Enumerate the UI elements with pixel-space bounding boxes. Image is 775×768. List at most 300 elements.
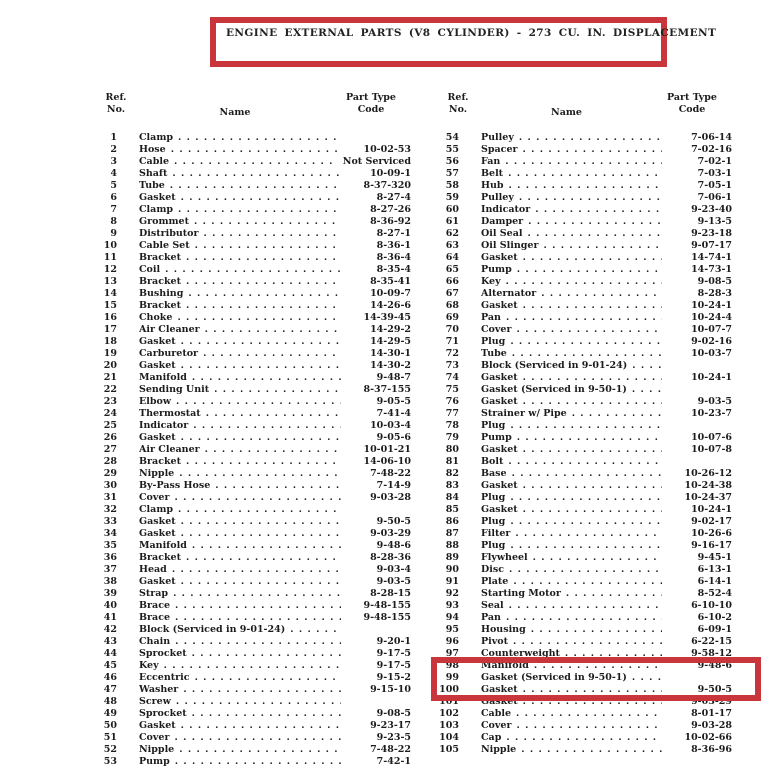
code-cell: 8-27-1 [376, 228, 411, 239]
table-row [435, 348, 732, 360]
ref-no-cell: 82 [445, 468, 459, 479]
dot-leader [526, 624, 662, 636]
table-row [93, 504, 411, 516]
name-cell: Key [139, 660, 159, 671]
name-cell: Pump [139, 756, 170, 767]
dot-leader [167, 168, 341, 180]
table-row [93, 696, 411, 708]
name-cell-wrap [481, 720, 662, 732]
table-row [93, 252, 411, 264]
ref-no-cell: 54 [445, 132, 459, 143]
table-header [93, 92, 411, 119]
dot-leader [166, 144, 341, 156]
code-cell: 10-24-37 [684, 492, 732, 503]
name-cell: Manifold [481, 660, 529, 671]
dot-leader [187, 708, 341, 720]
code-cell: 6-09-1 [697, 624, 732, 635]
name-cell-wrap [481, 588, 662, 600]
name-cell: Cap [481, 732, 502, 743]
table-row [435, 456, 732, 468]
table-row [93, 588, 411, 600]
name-cell-wrap [481, 360, 662, 372]
name-cell-wrap [481, 204, 662, 216]
dot-leader [171, 396, 341, 408]
name-cell: Hose [139, 144, 166, 155]
code-cell: 6-14-1 [697, 576, 732, 587]
code-cell: 10-24-1 [691, 372, 732, 383]
table-row [93, 744, 411, 756]
ref-no-cell: 28 [103, 456, 117, 467]
code-cell: 10-02-66 [684, 732, 732, 743]
dot-leader [511, 720, 662, 732]
table-row [435, 384, 732, 396]
name-cell: Bracket [139, 300, 181, 311]
name-cell: Clamp [139, 504, 174, 515]
ref-no-cell: 49 [103, 708, 117, 719]
ref-no-cell: 11 [103, 252, 117, 263]
ref-no-cell: 102 [439, 708, 459, 719]
name-cell: Choke [139, 312, 173, 323]
table-row [93, 300, 411, 312]
ref-no-cell: 85 [445, 504, 459, 515]
ref-no-cell: 68 [445, 300, 459, 311]
table-row [93, 324, 411, 336]
name-cell-wrap [139, 156, 337, 168]
code-cell: 7-06-14 [691, 132, 732, 143]
dot-leader [181, 276, 341, 288]
ref-no-cell: 48 [103, 696, 117, 707]
ref-no-cell: 56 [445, 156, 459, 167]
code-cell: 6-13-1 [697, 564, 732, 575]
name-cell: Alternator [481, 288, 537, 299]
name-cell-wrap [139, 312, 341, 324]
dot-leader [176, 576, 341, 588]
ref-no-cell: 78 [445, 420, 459, 431]
table-row [435, 312, 732, 324]
ref-no-cell: 21 [103, 372, 117, 383]
dot-leader [501, 732, 662, 744]
ref-no-cell: 47 [103, 684, 117, 695]
table-row [435, 600, 732, 612]
table-row [435, 204, 732, 216]
ref-no-cell: 29 [103, 468, 117, 479]
table-row [93, 204, 411, 216]
name-cell-wrap [139, 504, 341, 516]
name-cell-wrap [139, 660, 341, 672]
ref-no-cell: 46 [103, 672, 117, 683]
dot-leader [518, 504, 662, 516]
dot-leader [170, 636, 341, 648]
name-cell: Fan [481, 156, 501, 167]
name-cell-wrap [139, 588, 341, 600]
ref-no-cell: 8 [110, 216, 117, 227]
code-cell: 8-35-4 [376, 264, 411, 275]
dot-leader [169, 492, 341, 504]
ref-no-cell: 80 [445, 444, 459, 455]
dot-leader [198, 348, 341, 360]
table-row [93, 156, 411, 168]
table-row [93, 756, 411, 768]
name-cell-wrap [139, 288, 341, 300]
name-cell: Carburetor [139, 348, 199, 359]
name-cell: Gasket [481, 504, 518, 515]
table-row [435, 732, 732, 744]
ref-no-cell: 13 [103, 276, 117, 287]
dot-leader [512, 264, 662, 276]
code-cell: 9-20-1 [376, 636, 411, 647]
code-cell: 9-17-5 [376, 648, 411, 659]
dot-leader [181, 456, 341, 468]
name-cell-wrap [481, 732, 662, 744]
ref-no-cell: 9 [110, 228, 117, 239]
code-cell: 10-07-8 [691, 444, 732, 455]
dot-leader [173, 132, 341, 144]
ref-no-cell: 98 [445, 660, 459, 671]
code-cell: 9-08-5 [376, 708, 411, 719]
dot-leader [503, 168, 662, 180]
table-row [93, 384, 411, 396]
code-cell: 9-17-5 [376, 660, 411, 671]
name-cell-wrap [139, 276, 341, 288]
ref-no-cell: 45 [103, 660, 117, 671]
page-title: ENGINE EXTERNAL PARTS (V8 CYLINDER) - 273 CU. IN. DISPLACEMENT [226, 27, 717, 39]
name-cell-wrap [481, 468, 662, 480]
ref-no-cell: 86 [445, 516, 459, 527]
table-row [93, 564, 411, 576]
dot-leader [514, 132, 662, 144]
name-cell-wrap [481, 576, 662, 588]
dot-leader [181, 300, 341, 312]
code-cell: 9-03-4 [376, 564, 411, 575]
table-row [435, 180, 732, 192]
name-cell-wrap [481, 408, 662, 420]
dot-leader [518, 480, 662, 492]
ref-no-cell: 40 [103, 600, 117, 611]
name-cell-wrap [139, 372, 341, 384]
code-cell: 9-03-29 [370, 528, 411, 539]
code-cell: 9-23-18 [691, 228, 732, 239]
name-cell-wrap [139, 144, 341, 156]
dot-leader [511, 708, 662, 720]
name-cell: Counterweight [481, 648, 560, 659]
name-cell-wrap [139, 180, 341, 192]
ref-no-cell: 39 [103, 588, 117, 599]
ref-no-cell: 20 [103, 360, 117, 371]
name-cell: Plug [481, 420, 506, 431]
name-cell: Gasket [139, 432, 176, 443]
code-cell: 9-23-40 [691, 204, 732, 215]
name-cell: Chain [139, 636, 171, 647]
ref-no-cell: 74 [445, 372, 459, 383]
table-row [93, 636, 411, 648]
table-row [435, 612, 732, 624]
table-row [93, 612, 411, 624]
name-cell-wrap [139, 564, 341, 576]
code-cell: 14-73-1 [691, 264, 732, 275]
name-cell: Manifold [139, 372, 187, 383]
name-cell-wrap [139, 744, 341, 756]
name-cell: Plug [481, 516, 506, 527]
name-cell: Grommet [139, 216, 189, 227]
code-cell: 8-36-92 [370, 216, 411, 227]
name-cell: Cable [139, 156, 170, 167]
dot-leader [160, 264, 341, 276]
ref-no-cell: 67 [445, 288, 459, 299]
table-row [435, 624, 732, 636]
dot-leader [176, 528, 341, 540]
name-cell: Gasket [481, 300, 518, 311]
table-row [93, 660, 411, 672]
ref-no-cell: 26 [103, 432, 117, 443]
name-cell-wrap [481, 180, 662, 192]
name-cell: Gasket (Serviced in 9-50-1) [481, 672, 627, 683]
ref-no-cell: 63 [445, 240, 459, 251]
name-cell: Pan [481, 312, 501, 323]
code-cell: 9-58-12 [691, 648, 732, 659]
code-cell: 9-48-155 [363, 612, 411, 623]
name-cell-wrap [481, 228, 662, 240]
ref-no-cell: 12 [103, 264, 117, 275]
name-cell: Belt [481, 168, 504, 179]
name-cell: Eccentric [139, 672, 190, 683]
code-cell: 9-13-5 [697, 216, 732, 227]
dot-leader [173, 204, 341, 216]
dot-leader [181, 552, 341, 564]
code-cell: 8-37-155 [363, 384, 411, 395]
table-row [435, 468, 732, 480]
table-row [435, 744, 732, 756]
table-row [93, 264, 411, 276]
table-row [435, 636, 732, 648]
ref-no-cell: 59 [445, 192, 459, 203]
name-cell-wrap [139, 708, 341, 720]
table-row [435, 372, 732, 384]
table-row [93, 468, 411, 480]
name-cell-wrap [139, 516, 341, 528]
code-cell: 14-74-1 [691, 252, 732, 263]
table-row [435, 324, 732, 336]
table-row [93, 132, 411, 144]
ref-no-cell: 55 [445, 144, 459, 155]
name-cell: Pulley [481, 132, 514, 143]
dot-leader [169, 732, 341, 744]
dot-leader [198, 228, 341, 240]
name-cell: Gasket (Serviced in 9-50-1) [481, 384, 627, 395]
ref-no-cell: 69 [445, 312, 459, 323]
name-cell-wrap [481, 708, 662, 720]
table-row [435, 480, 732, 492]
table-row [435, 216, 732, 228]
name-cell-wrap [481, 384, 662, 396]
table-row [435, 516, 732, 528]
name-cell-wrap [481, 324, 662, 336]
dot-leader [523, 216, 662, 228]
dot-leader [188, 420, 341, 432]
code-cell: 9-50-5 [376, 516, 411, 527]
ref-no-cell: 77 [445, 408, 459, 419]
name-cell: Pulley [481, 192, 514, 203]
dot-leader [514, 192, 662, 204]
name-cell-wrap [481, 456, 662, 468]
name-cell-wrap [139, 456, 341, 468]
name-cell: Pivot [481, 636, 508, 647]
dot-leader [508, 576, 662, 588]
name-cell: Gasket [481, 696, 518, 707]
table-row [93, 348, 411, 360]
code-cell: 9-03-5 [697, 396, 732, 407]
name-cell-wrap [481, 420, 662, 432]
dot-leader [167, 564, 341, 576]
ref-no-cell: 103 [439, 720, 459, 731]
name-cell: Clamp [139, 204, 174, 215]
name-cell: Gasket [481, 684, 518, 695]
table-row [435, 564, 732, 576]
table-row [435, 276, 732, 288]
ref-no-cell: 81 [445, 456, 459, 467]
table-row [93, 420, 411, 432]
code-cell: 10-26-12 [684, 468, 732, 479]
dot-leader [181, 252, 341, 264]
name-cell: Washer [139, 684, 179, 695]
code-cell: 10-24-38 [684, 480, 732, 491]
code-cell: 7-06-1 [697, 192, 732, 203]
highlight-box-title [210, 17, 717, 67]
code-cell: 10-09-7 [370, 288, 411, 299]
name-cell: Head [139, 564, 167, 575]
name-cell: Cover [139, 492, 170, 503]
ref-no-cell: 95 [445, 624, 459, 635]
dot-leader [172, 312, 341, 324]
dot-leader [528, 552, 662, 564]
name-cell-wrap [139, 444, 341, 456]
parts-table-left [93, 92, 411, 768]
name-cell-wrap [481, 252, 662, 264]
ref-no-cell: 15 [103, 300, 117, 311]
table-row [93, 720, 411, 732]
dot-leader [187, 540, 341, 552]
code-cell: 8-01-17 [691, 708, 732, 719]
name-cell: Pump [481, 264, 512, 275]
code-cell: 8-27-26 [370, 204, 411, 215]
name-cell: Gasket [481, 252, 518, 263]
dot-leader [168, 588, 341, 600]
dot-leader [505, 516, 662, 528]
table-row [435, 432, 732, 444]
name-cell: Gasket [139, 336, 176, 347]
name-cell: Screw [139, 696, 171, 707]
name-cell-wrap [139, 348, 341, 360]
name-cell-wrap [139, 204, 341, 216]
ref-no-cell: 58 [445, 180, 459, 191]
name-cell: Indicator [139, 420, 189, 431]
name-cell-wrap [139, 432, 341, 444]
dot-leader [174, 744, 341, 756]
dot-leader [159, 660, 341, 672]
name-cell-wrap [481, 612, 662, 624]
ref-no-cell: 57 [445, 168, 459, 179]
dot-leader [187, 648, 341, 660]
dot-leader [171, 696, 341, 708]
name-header: Name [551, 107, 582, 118]
ref-no-cell: 19 [103, 348, 117, 359]
name-cell-wrap [481, 216, 662, 228]
code-cell: 9-16-17 [691, 540, 732, 551]
name-cell-wrap [139, 636, 341, 648]
name-cell: Shaft [139, 168, 168, 179]
dot-leader [507, 348, 662, 360]
ref-no-cell: 83 [445, 480, 459, 491]
name-cell-wrap [139, 300, 341, 312]
dot-leader [505, 540, 662, 552]
table-row [435, 396, 732, 408]
name-cell: Strainer w/ Pipe [481, 408, 567, 419]
table-row [93, 480, 411, 492]
table-row [435, 720, 732, 732]
name-cell-wrap [139, 600, 341, 612]
dot-leader [200, 324, 341, 336]
ref-no-cell: 66 [445, 276, 459, 287]
ref-no-cell: 1 [110, 132, 117, 143]
dot-leader [169, 156, 337, 168]
ref-no-cell: 36 [103, 552, 117, 563]
name-cell-wrap [139, 192, 341, 204]
name-cell-wrap [481, 552, 662, 564]
ref-no-cell: 93 [445, 600, 459, 611]
name-cell-wrap [139, 384, 341, 396]
name-cell: Gasket [139, 516, 176, 527]
table-row [93, 180, 411, 192]
name-cell-wrap [481, 132, 662, 144]
name-cell-wrap [481, 432, 662, 444]
dot-leader [200, 444, 341, 456]
code-cell: 7-42-1 [376, 756, 411, 767]
table-row [93, 192, 411, 204]
code-cell: 8-36-96 [691, 744, 732, 755]
name-cell: Block (Serviced in 9-01-24) [481, 360, 628, 371]
dot-leader [173, 504, 341, 516]
name-cell: Sprocket [139, 708, 187, 719]
table-row [93, 396, 411, 408]
ref-no-cell: 24 [103, 408, 117, 419]
name-cell: Plug [481, 540, 506, 551]
table-row [435, 528, 732, 540]
name-cell-wrap [139, 420, 341, 432]
table-row [435, 252, 732, 264]
name-cell-wrap [481, 624, 662, 636]
ref-no-cell: 104 [439, 732, 459, 743]
ref-no-cell: 6 [110, 192, 117, 203]
table-row [435, 168, 732, 180]
name-cell: Cable Set [139, 240, 190, 251]
name-cell: Spacer [481, 144, 518, 155]
table-row [93, 492, 411, 504]
ref-no-cell: 2 [110, 144, 117, 155]
name-cell: Nipple [139, 468, 175, 479]
name-cell-wrap [139, 552, 341, 564]
dot-leader [170, 756, 341, 768]
dot-leader [530, 204, 662, 216]
dot-leader [176, 336, 341, 348]
code-cell: 9-50-5 [697, 684, 732, 695]
code-cell: 9-03-29 [691, 696, 732, 707]
name-cell: Nipple [481, 744, 517, 755]
ref-no-cell: 10 [103, 240, 117, 251]
code-cell: 7-02-1 [697, 156, 732, 167]
dot-leader [561, 588, 662, 600]
code-cell: 9-03-28 [370, 492, 411, 503]
ref-no-cell: 41 [103, 612, 117, 623]
ref-no-cell: 97 [445, 648, 459, 659]
